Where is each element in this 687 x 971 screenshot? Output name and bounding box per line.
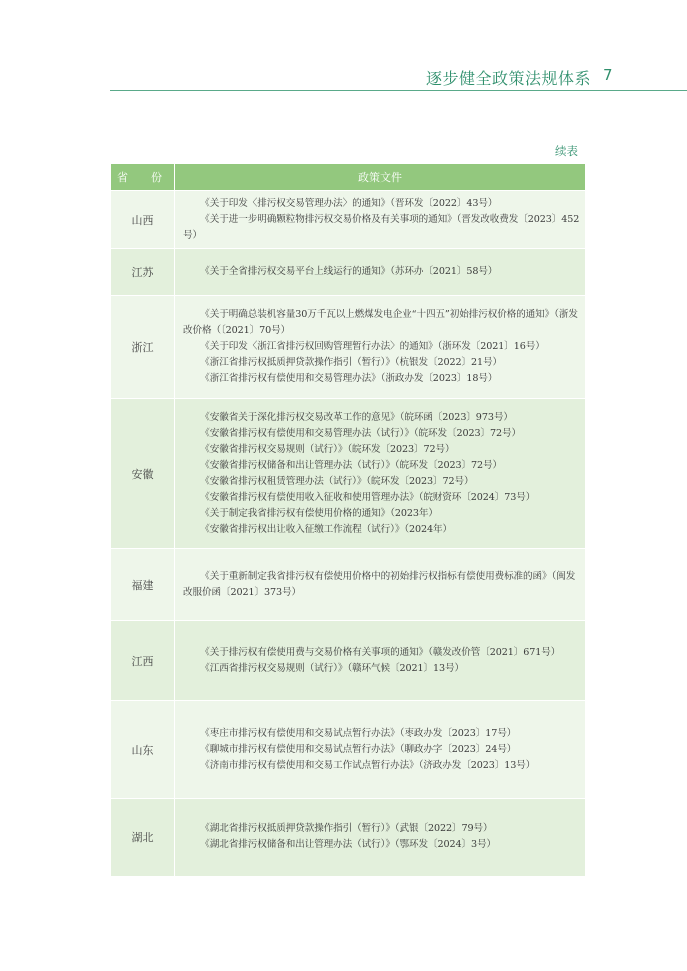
province-cell: 福建 (111, 549, 175, 621)
document-entry: 《江西省排污权交易规则（试行）》（赣环气候〔2021〕13号） (200, 662, 465, 674)
document-entry: 《安徽省排污权出让收入征缴工作流程（试行）》（2024年） (200, 523, 453, 535)
province-cell: 江苏 (111, 249, 175, 296)
document-entry: 《关于排污权有偿使用费与交易价格有关事项的通知》（赣发改价管〔2021〕671号） (200, 646, 561, 658)
document-entry: 《枣庄市排污权有偿使用和交易试点暂行办法》（枣政办发〔2023〕17号） (200, 727, 517, 739)
document-entry: 《济南市排污权有偿使用和交易工作试点暂行办法》（济政办发〔2023〕13号） (200, 759, 536, 771)
province-cell: 山西 (111, 191, 175, 249)
document-entry: 《浙江省排污权有偿使用和交易管理办法》（浙政办发〔2023〕18号） (200, 373, 498, 384)
page-header (110, 62, 687, 91)
table-row-shanxi (111, 191, 585, 249)
documents-cell (175, 799, 586, 876)
table-row-jiangxi (111, 621, 585, 701)
document-entry: 《安徽省排污权租赁管理办法（试行）》（皖环发〔2023〕72号） (200, 475, 474, 487)
document-entry: 《安徽省关于深化排污权交易改革工作的意见》（皖环函〔2023〕973号） (200, 411, 513, 423)
table-row-shandong (111, 701, 585, 799)
document-entry: 《湖北省排污权储备和出让管理办法（试行）》（鄂环发〔2024〕3号） (200, 839, 497, 851)
province-cell: 浙江 (111, 296, 175, 399)
province-cell: 山东 (111, 701, 175, 799)
policy-table (111, 164, 585, 876)
chapter-title: 逐步健全政策法规体系 (425, 69, 591, 88)
document-entry: 《湖北省排污权抵质押贷款操作指引（暂行）》（武银〔2022〕79号） (200, 823, 493, 835)
table-row-jiangsu (111, 249, 585, 296)
document-entry: 《安徽省排污权储备和出让管理办法（试行）》（皖环发〔2023〕72号） (200, 459, 503, 471)
table-row-anhui (111, 399, 585, 549)
documents-cell (175, 399, 586, 549)
document-entry: 《关于印发〈浙江省排污权回购管理暂行办法〉的通知》（浙环发〔2021〕16号） (200, 341, 545, 352)
page-number: 7 (603, 66, 613, 84)
province-cell: 湖北 (111, 799, 175, 876)
document-entry: 《关于明确总装机容量30万千瓦以上燃煤发电企业“十四五”初始排污权价格的通知》（浙发改价格（〔2021〕70号） (183, 309, 578, 336)
documents-cell (175, 701, 586, 799)
documents-cell (175, 296, 586, 399)
document-entry: 《安徽省排污权有偿使用和交易管理办法（试行）》（皖环发〔2023〕72号） (200, 427, 521, 439)
documents-cell (175, 621, 586, 701)
document-entry: 《浙江省排污权抵质押贷款操作指引（暂行）》（杭银发〔2022〕21号） (200, 357, 503, 368)
document-entry: 《安徽省排污权交易规则（试行）》（皖环发〔2023〕72号） (200, 443, 455, 455)
document-entry: 《关于全省排污权交易平台上线运行的通知》（苏环办〔2021〕58号） (200, 266, 498, 277)
table-row-fujian (111, 549, 585, 621)
document-entry: 《关于印发〈排污权交易管理办法〉的通知》（晋环发〔2022〕43号） (200, 197, 498, 209)
document-entry: 《聊城市排污权有偿使用和交易试点暂行办法》（聊政办字〔2023〕24号） (200, 743, 517, 755)
table-row-zhejiang (111, 296, 585, 399)
documents-cell (175, 191, 586, 249)
table-row-hubei (111, 799, 585, 876)
document-entry: 《安徽省排污权有偿使用收入征收和使用管理办法》（皖财资环〔2024〕73号） (200, 491, 536, 503)
province-cell: 安徽 (111, 399, 175, 549)
column-header-province: 省 份 (111, 164, 175, 191)
document-entry: 《关于进一步明确颗粒物排污权交易价格及有关事项的通知》（晋发改收费发〔2023〕452号） (183, 213, 580, 241)
table-header-row (111, 164, 585, 191)
document-entry: 《关于制定我省排污权有偿使用价格的通知》（2023年） (200, 507, 438, 519)
documents-cell (175, 249, 586, 296)
continued-label: 续表 (555, 144, 578, 158)
province-cell: 江西 (111, 621, 175, 701)
column-header-documents: 政策文件 (175, 164, 586, 191)
documents-cell (175, 549, 586, 621)
document-entry: 《关于重新制定我省排污权有偿使用价格中的初始排污权指标有偿使用费标准的函》（闽发改服价函〔2021〕373号） (183, 570, 576, 598)
